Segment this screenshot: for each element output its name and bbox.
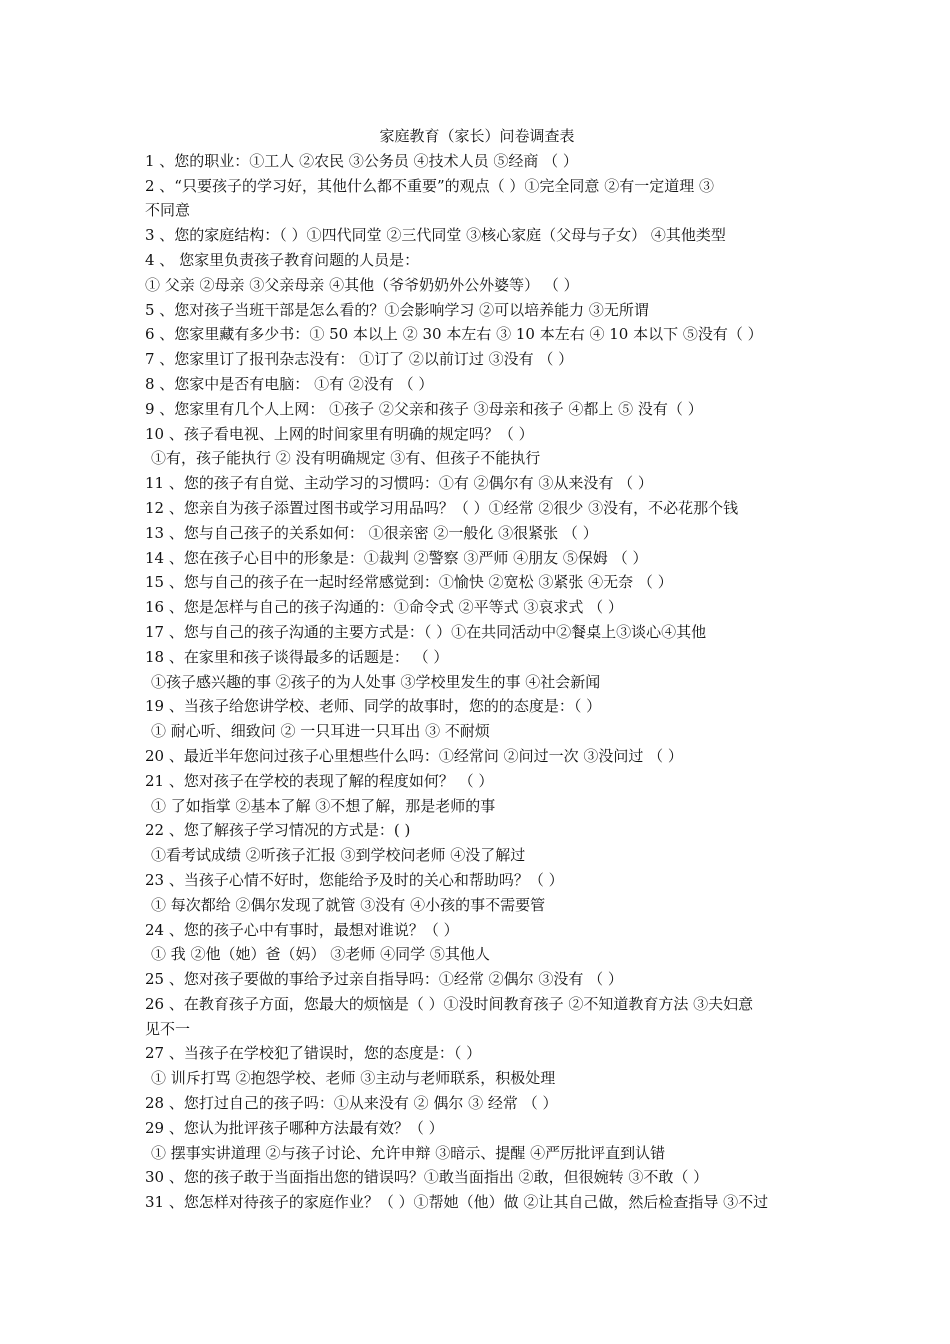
question-line: 23 、当孩子心情不好时，您能给予及时的关心和帮助吗？（ ） <box>145 870 564 889</box>
question-line: 30 、您的孩子敢于当面指出您的错误吗？①敢当面指出 ②敢，但很婉转 ③不敢（ ） <box>145 1168 709 1187</box>
question-line: 24 、您的孩子心中有事时，最想对谁说？（ ） <box>145 920 459 939</box>
question-line: 3 、您的家庭结构：（ ）①四代同堂 ②三代同堂 ③核心家庭（父母与子女） ④其他类型 <box>145 226 726 245</box>
option-line: ①看考试成绩 ②听孩子汇报 ③到学校问老师 ④没了解过 <box>151 846 526 865</box>
question-line: 10 、孩子看电视、上网的时间家里有明确的规定吗？（ ） <box>145 424 534 443</box>
question-line: 不同意 <box>145 201 191 220</box>
question-line: 27 、当孩子在学校犯了错误时，您的态度是：（ ） <box>145 1044 482 1063</box>
question-line: 8 、您家中是否有电脑： ①有 ②没有 （ ） <box>145 374 434 393</box>
option-line: ① 了如指掌 ②基本了解 ③不想了解，那是老师的事 <box>151 796 496 815</box>
option-line: ① 每次都给 ②偶尔发现了就管 ③没有 ④小孩的事不需要管 <box>151 895 546 914</box>
question-line: 2 、“只要孩子的学习好，其他什么都不重要”的观点（ ）①完全同意 ②有一定道理 ③ <box>145 176 714 195</box>
question-line: 6 、您家里藏有多少书：① 50 本以上 ② 30 本左右 ③ 10 本左右 ④ 10 本以下 ⑤没有（ ） <box>145 325 763 344</box>
question-line: 12 、您亲自为孩子添置过图书或学习用品吗？（ ）①经常 ②很少 ③没有，不必花那个钱 <box>145 498 739 517</box>
question-line: 5 、您对孩子当班干部是怎么看的？①会影响学习 ②可以培养能力 ③无所谓 <box>145 300 649 319</box>
question-line: 21 、您对孩子在学校的表现了解的程度如何？ （ ） <box>145 771 494 790</box>
page-title: 家庭教育（家长）问卷调查表 <box>379 127 575 145</box>
question-line: 9 、您家里有几个人上网： ①孩子 ②父亲和孩子 ③母亲和孩子 ④都上 ⑤ 没有（ ） <box>145 399 703 418</box>
question-line: 15 、您与自己的孩子在一起时经常感觉到：①愉快 ②宽松 ③紧张 ④无奈 （ ） <box>145 573 673 592</box>
question-line: 19 、当孩子给您讲学校、老师、同学的故事时，您的的态度是：（ ） <box>145 697 602 716</box>
option-line: ①孩子感兴趣的事 ②孩子的为人处事 ③学校里发生的事 ④社会新闻 <box>151 672 601 691</box>
question-line: 4 、 您家里负责孩子教育问题的人员是： <box>145 250 420 269</box>
option-line: ① 我 ②他（她）爸（妈） ③老师 ④同学 ⑤其他人 <box>151 945 490 964</box>
question-line: 18 、在家里和孩子谈得最多的话题是： （ ） <box>145 647 449 666</box>
option-line: ①有，孩子能执行 ② 没有明确规定 ③有、但孩子不能执行 <box>151 449 541 468</box>
option-line: ① 耐心听、细致问 ② 一只耳进一只耳出 ③ 不耐烦 <box>151 722 490 741</box>
option-line: ① 父亲 ②母亲 ③父亲母亲 ④其他（爷爷奶奶外公外婆等） （ ） <box>145 275 579 294</box>
question-line: 26 、在教育孩子方面，您最大的烦恼是（ ）①没时间教育孩子 ②不知道教育方法 ③夫妇意 <box>145 994 754 1013</box>
question-line: 20 、最近半年您问过孩子心里想些什么吗：①经常问 ②问过一次 ③没问过 （ ） <box>145 746 683 765</box>
question-list <box>145 149 809 1215</box>
question-line: 31 、您怎样对待孩子的家庭作业？（ ）①帮她（他）做 ②让其自己做，然后检查指导 ③不过 <box>145 1193 769 1212</box>
question-line: 29 、您认为批评孩子哪种方法最有效？（ ） <box>145 1118 444 1137</box>
question-line: 11 、您的孩子有自觉、主动学习的习惯吗：①有 ②偶尔有 ③从来没有 （ ） <box>145 474 653 493</box>
question-line: 28 、您打过自己的孩子吗：①从来没有 ② 偶尔 ③ 经常 （ ） <box>145 1094 558 1113</box>
question-line: 14 、您在孩子心目中的形象是：①裁判 ②警察 ③严师 ④朋友 ⑤保姆 （ ） <box>145 548 648 567</box>
question-line: 17 、您与自己的孩子沟通的主要方式是：（ ）①在共同活动中②餐桌上③谈心④其他 <box>145 622 707 641</box>
option-line: ① 摆事实讲道理 ②与孩子讨论、允许申辩 ③暗示、提醒 ④严厉批评直到认错 <box>151 1143 666 1162</box>
questionnaire <box>145 124 809 1215</box>
option-line: ① 训斥打骂 ②抱怨学校、老师 ③主动与老师联系，积极处理 <box>151 1069 556 1088</box>
question-line: 16 、您是怎样与自己的孩子沟通的：①命令式 ②平等式 ③哀求式 （ ） <box>145 598 623 617</box>
question-line: 22 、您了解孩子学习情况的方式是：( ) <box>145 821 411 840</box>
question-line: 25 、您对孩子要做的事给予过亲自指导吗：①经常 ②偶尔 ③没有 （ ） <box>145 970 623 989</box>
question-line: 13 、您与自己孩子的关系如何： ①很亲密 ②一般化 ③很紧张 （ ） <box>145 523 598 542</box>
question-line: 7 、您家里订了报刊杂志没有： ①订了 ②以前订过 ③没有 （ ） <box>145 350 574 369</box>
question-line: 1 、您的职业：①工人 ②农民 ③公务员 ④技术人员 ⑤经商 （ ） <box>145 151 578 170</box>
question-line: 见不一 <box>145 1019 191 1038</box>
